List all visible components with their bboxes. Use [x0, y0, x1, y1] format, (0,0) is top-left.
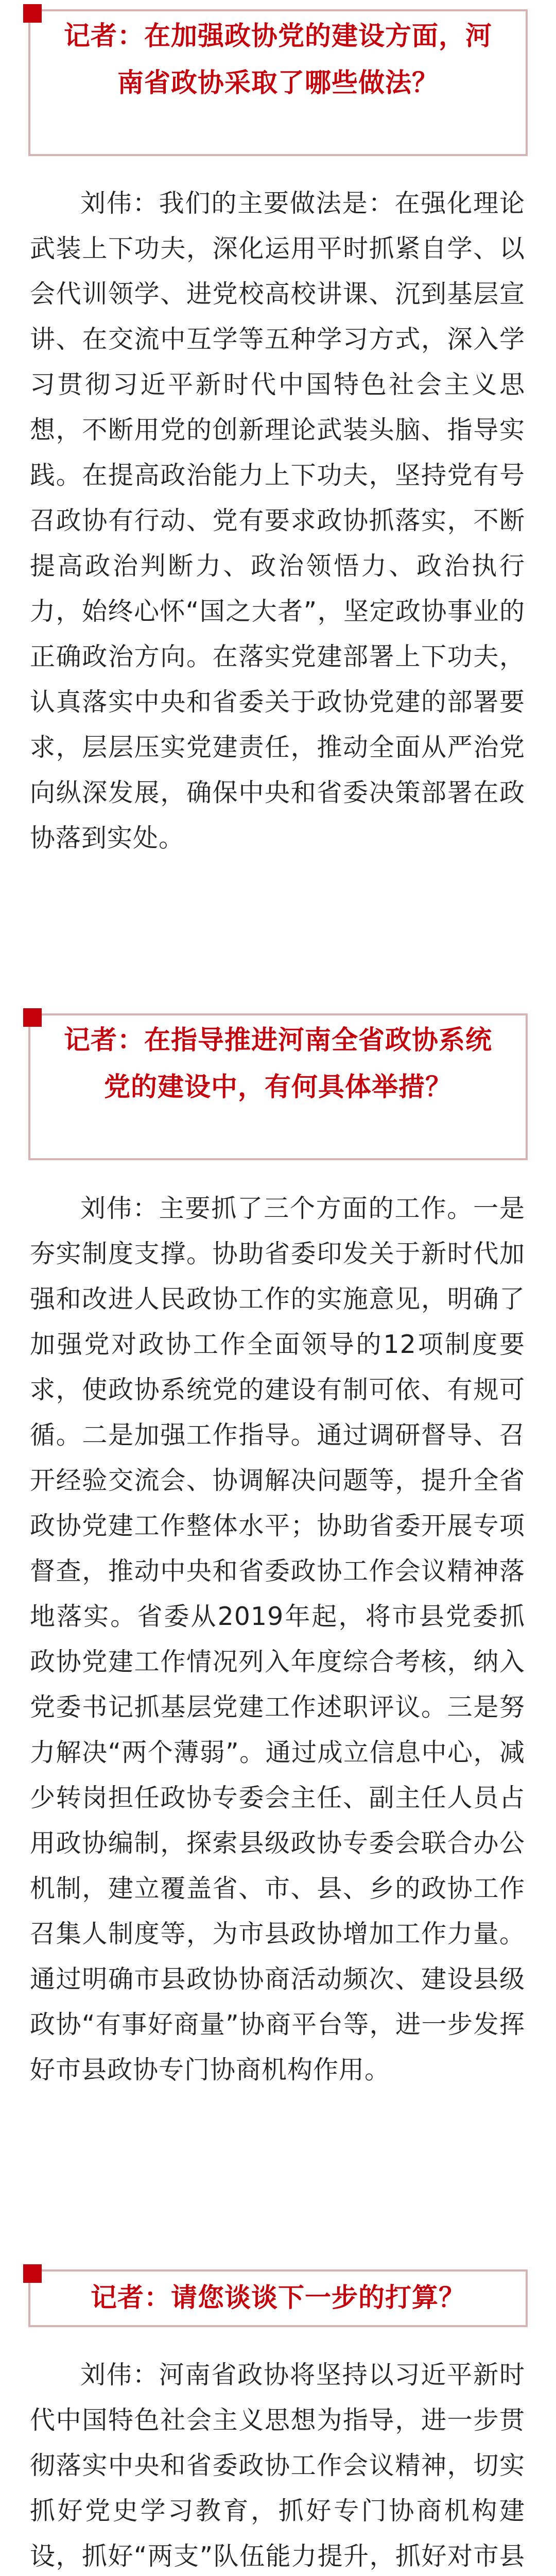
- question-box-2: [28, 1013, 528, 1160]
- question-text: 记者：在加强政协党的建设方面，河南省政协采取了哪些做法？: [63, 21, 492, 98]
- answer-paragraph-1: 刘伟：我们的主要做法是：在强化理论武装上下功夫，深化运用平时抓紧自学、以会代训领学、进党校高校讲课、沉到基层宣讲、在交流中互学等五种学习方式，深入学习贯彻习近平新时代中国特色社会主义思想，不断用党的创新理论武装头脑、指导实践。在提高政治能力上下功夫，坚持党有号召政协有行动、党有要求政协抓落实，不断提高政治判断力、政治领悟力、政治执行力，始终心怀“国之大者”，坚定政协事业的正确政治方向。在落实党建部署上下功夫，认真落实中央和省委关于政协党建的部署要求，层层压实党建责任，推动全面从严治党向纵深发展，确保中央和省委决策部署在政协落到实处。: [30, 189, 525, 853]
- question-text: 记者：请您谈谈下一步的打算？: [90, 2283, 465, 2313]
- answer-paragraph-2: 刘伟：主要抓了三个方面的工作。一是夯实制度支撑。协助省委印发关于新时代加强和改进人民政协工作的实施意见，明确了加强党对政协工作全面领导的12项制度要求，使政协系统党的建设有制可依、有规可循。二是加强工作指导。通过调研督导、召开经验交流会、协调解决问题等，提升全省政协党建工作整体水平；协助省委开展专项督查，推动中央和省委政协工作会议精神落地落实。省委从2019年起，将市县党委抓政协党建工作情况列入年度综合考核，纳入党委书记抓基层党建工作述职评议。三是努力解决“两个薄弱”。通过成立信息中心，减少转岗担任政协专委会主任、副主任人员占用政协编制，探索县级政协专委会联合办公机制，建立覆盖省、市、县、乡的政协工作召集人制度等，为市县政协增加工作力量。通过明确市县政协协商活动频次、建设县级政协“有事好商量”协商平台等，进一步发挥好市县政协专门协商机构作用。: [30, 1194, 525, 2084]
- question-box-1: [28, 9, 528, 156]
- question-text: 记者：在指导推进河南全省政协系统党的建设中，有何具体举措？: [63, 1025, 492, 1103]
- answer-paragraph-3: 刘伟：河南省政协将坚持以习近平新时代中国特色社会主义思想为指导，进一步贯彻落实中央和省委政协工作会议精神，切实抓好党史学习教育，抓好专门协商机构建设，抓好“两支”队伍能力提升，抓好对市县: [30, 2360, 525, 2571]
- question-box-3: [28, 2269, 528, 2327]
